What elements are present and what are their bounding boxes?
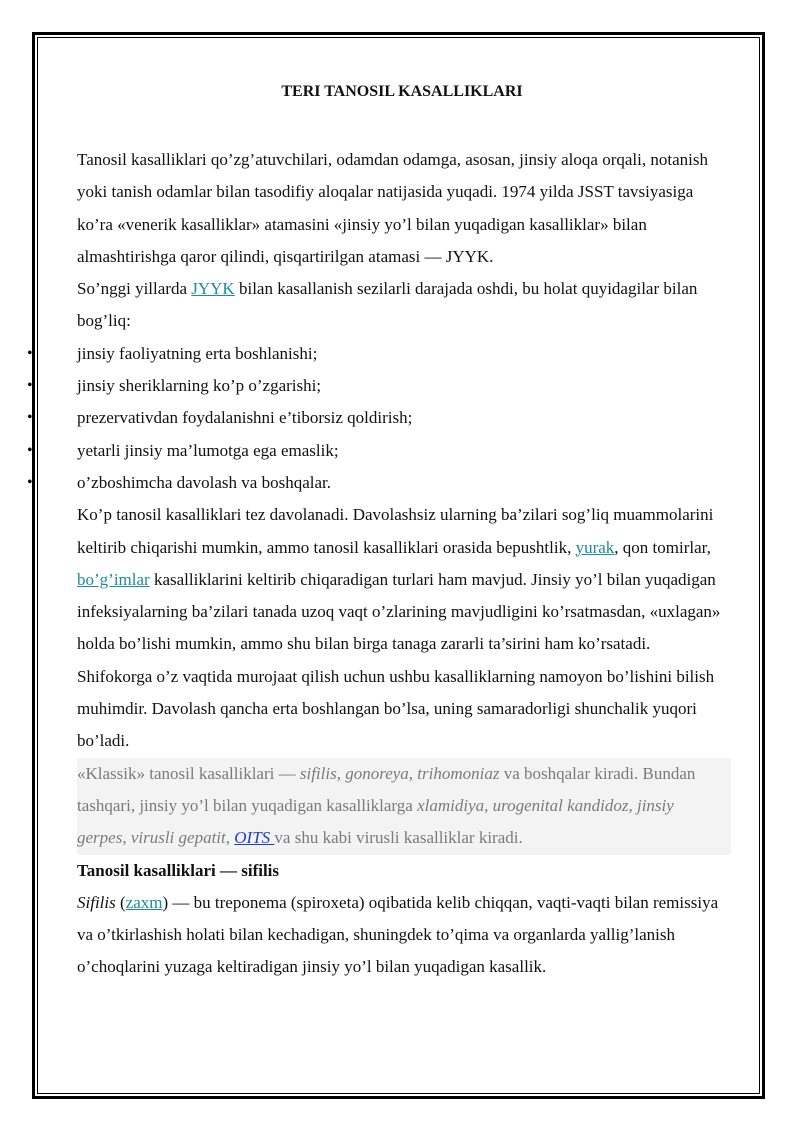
list-item: • prezervativdan foydalanishni e’tiborsiz qoldirish; bbox=[77, 402, 727, 434]
intro-text-before: So’nggi yillarda bbox=[77, 279, 192, 299]
oits-link[interactable]: OITS bbox=[234, 828, 275, 848]
list-item: • o’zboshimcha davolash va boshqalar. bbox=[77, 467, 727, 499]
note-italic: sifilis, gonoreya, trihomoniaz bbox=[299, 763, 500, 783]
body-text-c: kasalliklarini keltirib chiqaradigan turlari ham mavjud. Jinsiy yo’l bilan yuqadigan infeksiyalarning ba’zilari tanada uzoq vaqt o’zlarining mavjudligini ko’rsatmasdan, «uxlagan» holda bo’lishi mumkin, ammo shu bilan birga tanaga zararli ta’sirini ham ko’rsatadi. Shifokorga o’z vaqtida murojaat qilish uchun ushbu kasalliklarning namoyon bo’lishini bilish muhimdir. Davolash qancha erta boshlangan bo’lsa, uning samaradorligi shunchalik yuqori bo’ladi. bbox=[77, 569, 721, 751]
page-title: TERI TANOSIL KASALLIKLARI bbox=[281, 83, 523, 100]
intro-text: Tanosil kasalliklari qo’zg’atuvchilari, odamdan odamga, asosan, jinsiy aloqa orqali, notanish yoki tanish odamlar bilan tasodifiy aloqalar natijasida yuqadi. 1974 yilda JSST tavsiyasiga ko’ra «venerik kasalliklar» atamasini «jinsiy yo’l bilan yuqadigan kasalliklar» bilan almashtirishga qaror qilindi, qisqartirilgan atamasi — JYYK. bbox=[77, 150, 708, 266]
body-text-b: , qon tomirlar, bbox=[614, 537, 711, 557]
yurak-link[interactable]: yurak bbox=[575, 537, 615, 557]
note-text: , bbox=[484, 795, 493, 815]
intro-paragraph bbox=[77, 144, 727, 273]
note-italic: xlamidiya bbox=[417, 795, 485, 815]
list-item: • jinsiy faoliyatning erta boshlanishi; bbox=[77, 338, 727, 370]
highlighted-note bbox=[77, 758, 731, 855]
definition-text: ( bbox=[115, 892, 126, 912]
intro-paragraph-2 bbox=[77, 273, 727, 338]
document-body bbox=[77, 80, 727, 984]
zaxm-link[interactable]: zaxm bbox=[125, 892, 163, 912]
note-text: va shu kabi virusli kasalliklar kiradi. bbox=[274, 828, 523, 848]
body-text-a: Ko’p tanosil kasalliklari tez davolanadi. Davolashsiz ularning ba’zilari sog’liq muammolarini keltirib chiqarishi mumkin, ammo tanosil kasalliklari orasida bepushtlik, bbox=[77, 505, 714, 557]
note-text: va boshqalar kiradi. Bundan tashqari, jinsiy yo’l bilan yuqadigan kasalliklarga bbox=[77, 763, 696, 815]
body-paragraph bbox=[77, 499, 727, 757]
note-text: , bbox=[225, 828, 235, 848]
note-text: «Klassik» tanosil kasalliklari — bbox=[77, 763, 300, 783]
list-item: • jinsiy sheriklarning ko’p o’zgarishi; bbox=[77, 370, 727, 402]
list-item: • yetarli jinsiy ma’lumotga ega emaslik; bbox=[77, 435, 727, 467]
note-text: , bbox=[628, 795, 637, 815]
note-italic: virusli gepatit bbox=[130, 828, 226, 848]
factor-list bbox=[77, 338, 727, 499]
note-italic: urogenital kandidoz bbox=[492, 795, 629, 815]
note-text: , bbox=[122, 828, 131, 848]
intro-text-after: bilan kasallanish sezilarli darajada oshdi, bu holat quyidagilar bilan bog’liq: bbox=[77, 279, 698, 331]
definition-text: ) — bu treponema (spiroxeta) oqibatida kelib chiqqan, vaqti-vaqti bilan remissiya va o’tkirlashish holati bilan kechadigan, shuningdek to’qima va organlarda yallig’lanish o’choqlarini yuzaga keltiradigan jinsiy yo’l bilan yuqadigan kasallik. bbox=[77, 892, 719, 977]
jyyk-link[interactable]: JYYK bbox=[191, 279, 235, 299]
bogimlar-link[interactable]: bo’g’imlar bbox=[77, 569, 150, 589]
note-italic: jinsiy gerpes bbox=[77, 795, 674, 848]
definition-paragraph bbox=[77, 887, 727, 984]
section-heading: Tanosil kasalliklari — sifilis bbox=[77, 860, 280, 880]
definition-term: Sifilis bbox=[77, 892, 116, 912]
